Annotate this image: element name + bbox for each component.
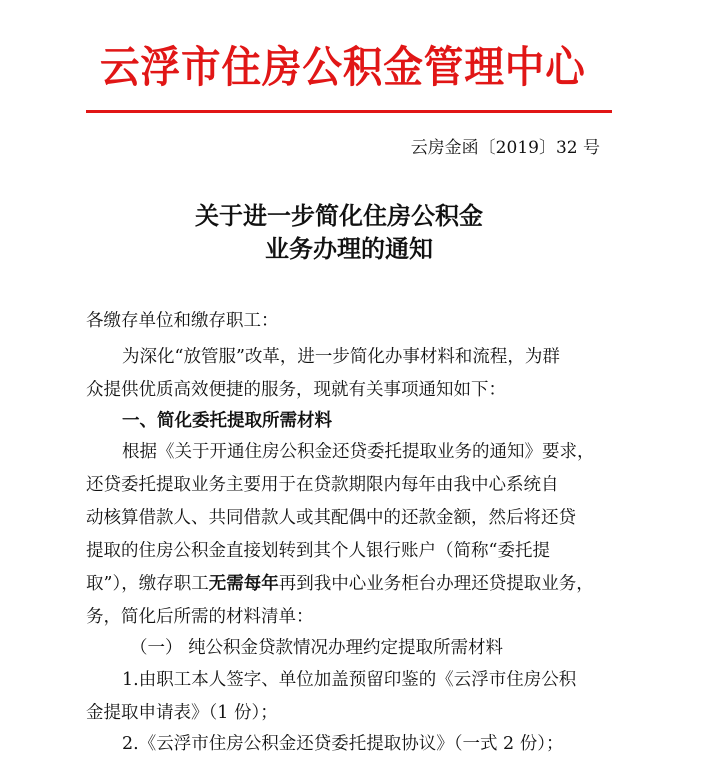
- paragraph-1-line-4: 提取的住房公积金直接划转到其个人银行账户（简称“委托提: [86, 541, 550, 561]
- paragraph-1-line-5-start: 取”），缴存职工: [86, 574, 209, 594]
- emphasis-no-need-yearly: 无需每年: [208, 574, 279, 594]
- subsection-1-heading: （一） 纯公积金贷款情况办理约定提取所需材料: [130, 638, 504, 658]
- organization-name: 云浮市住房公积金管理中心: [100, 43, 586, 93]
- document-title-line-1: 关于进一步简化住房公积金: [195, 202, 483, 230]
- item-1-line-1: 1.由职工本人签字、单位加盖预留印鉴的《云浮市住房公积: [122, 670, 577, 690]
- intro-line-1: 为深化“放管服”改革，进一步简化办事材料和流程，为群: [122, 347, 560, 367]
- document-title-line-2: 业务办理的通知: [265, 235, 433, 263]
- paragraph-1-line-2: 还贷委托提取业务主要用于在贷款期限内每年由我中心系统自: [86, 475, 559, 495]
- document-number: 云房金函〔2019〕32 号: [410, 138, 600, 158]
- section-1-heading: 一、简化委托提取所需材料: [122, 411, 332, 431]
- paragraph-1-line-3: 动核算借款人、共同借款人或其配偶中的还款金额，然后将还贷: [86, 508, 576, 528]
- paragraph-1-line-5: [86, 569, 594, 599]
- paragraph-1-line-1: 根据《关于开通住房公积金还贷委托提取业务的通知》要求，: [122, 442, 595, 462]
- item-1-line-2: 金提取申请表》（1 份）；: [86, 703, 278, 723]
- item-2: 2.《云浮市住房公积金还贷委托提取协议》（一式 2 份）；: [122, 734, 564, 754]
- salutation: 各缴存单位和缴存职工：: [86, 311, 279, 331]
- paragraph-1-line-5-end: 再到我中心业务柜台办理还贷提取业务，: [278, 574, 594, 594]
- paragraph-1-line-6: 务，简化后所需的材料清单：: [86, 607, 314, 627]
- intro-line-2: 众提供优质高效便捷的服务，现就有关事项通知如下：: [86, 380, 506, 400]
- header-red-rule: [86, 110, 612, 113]
